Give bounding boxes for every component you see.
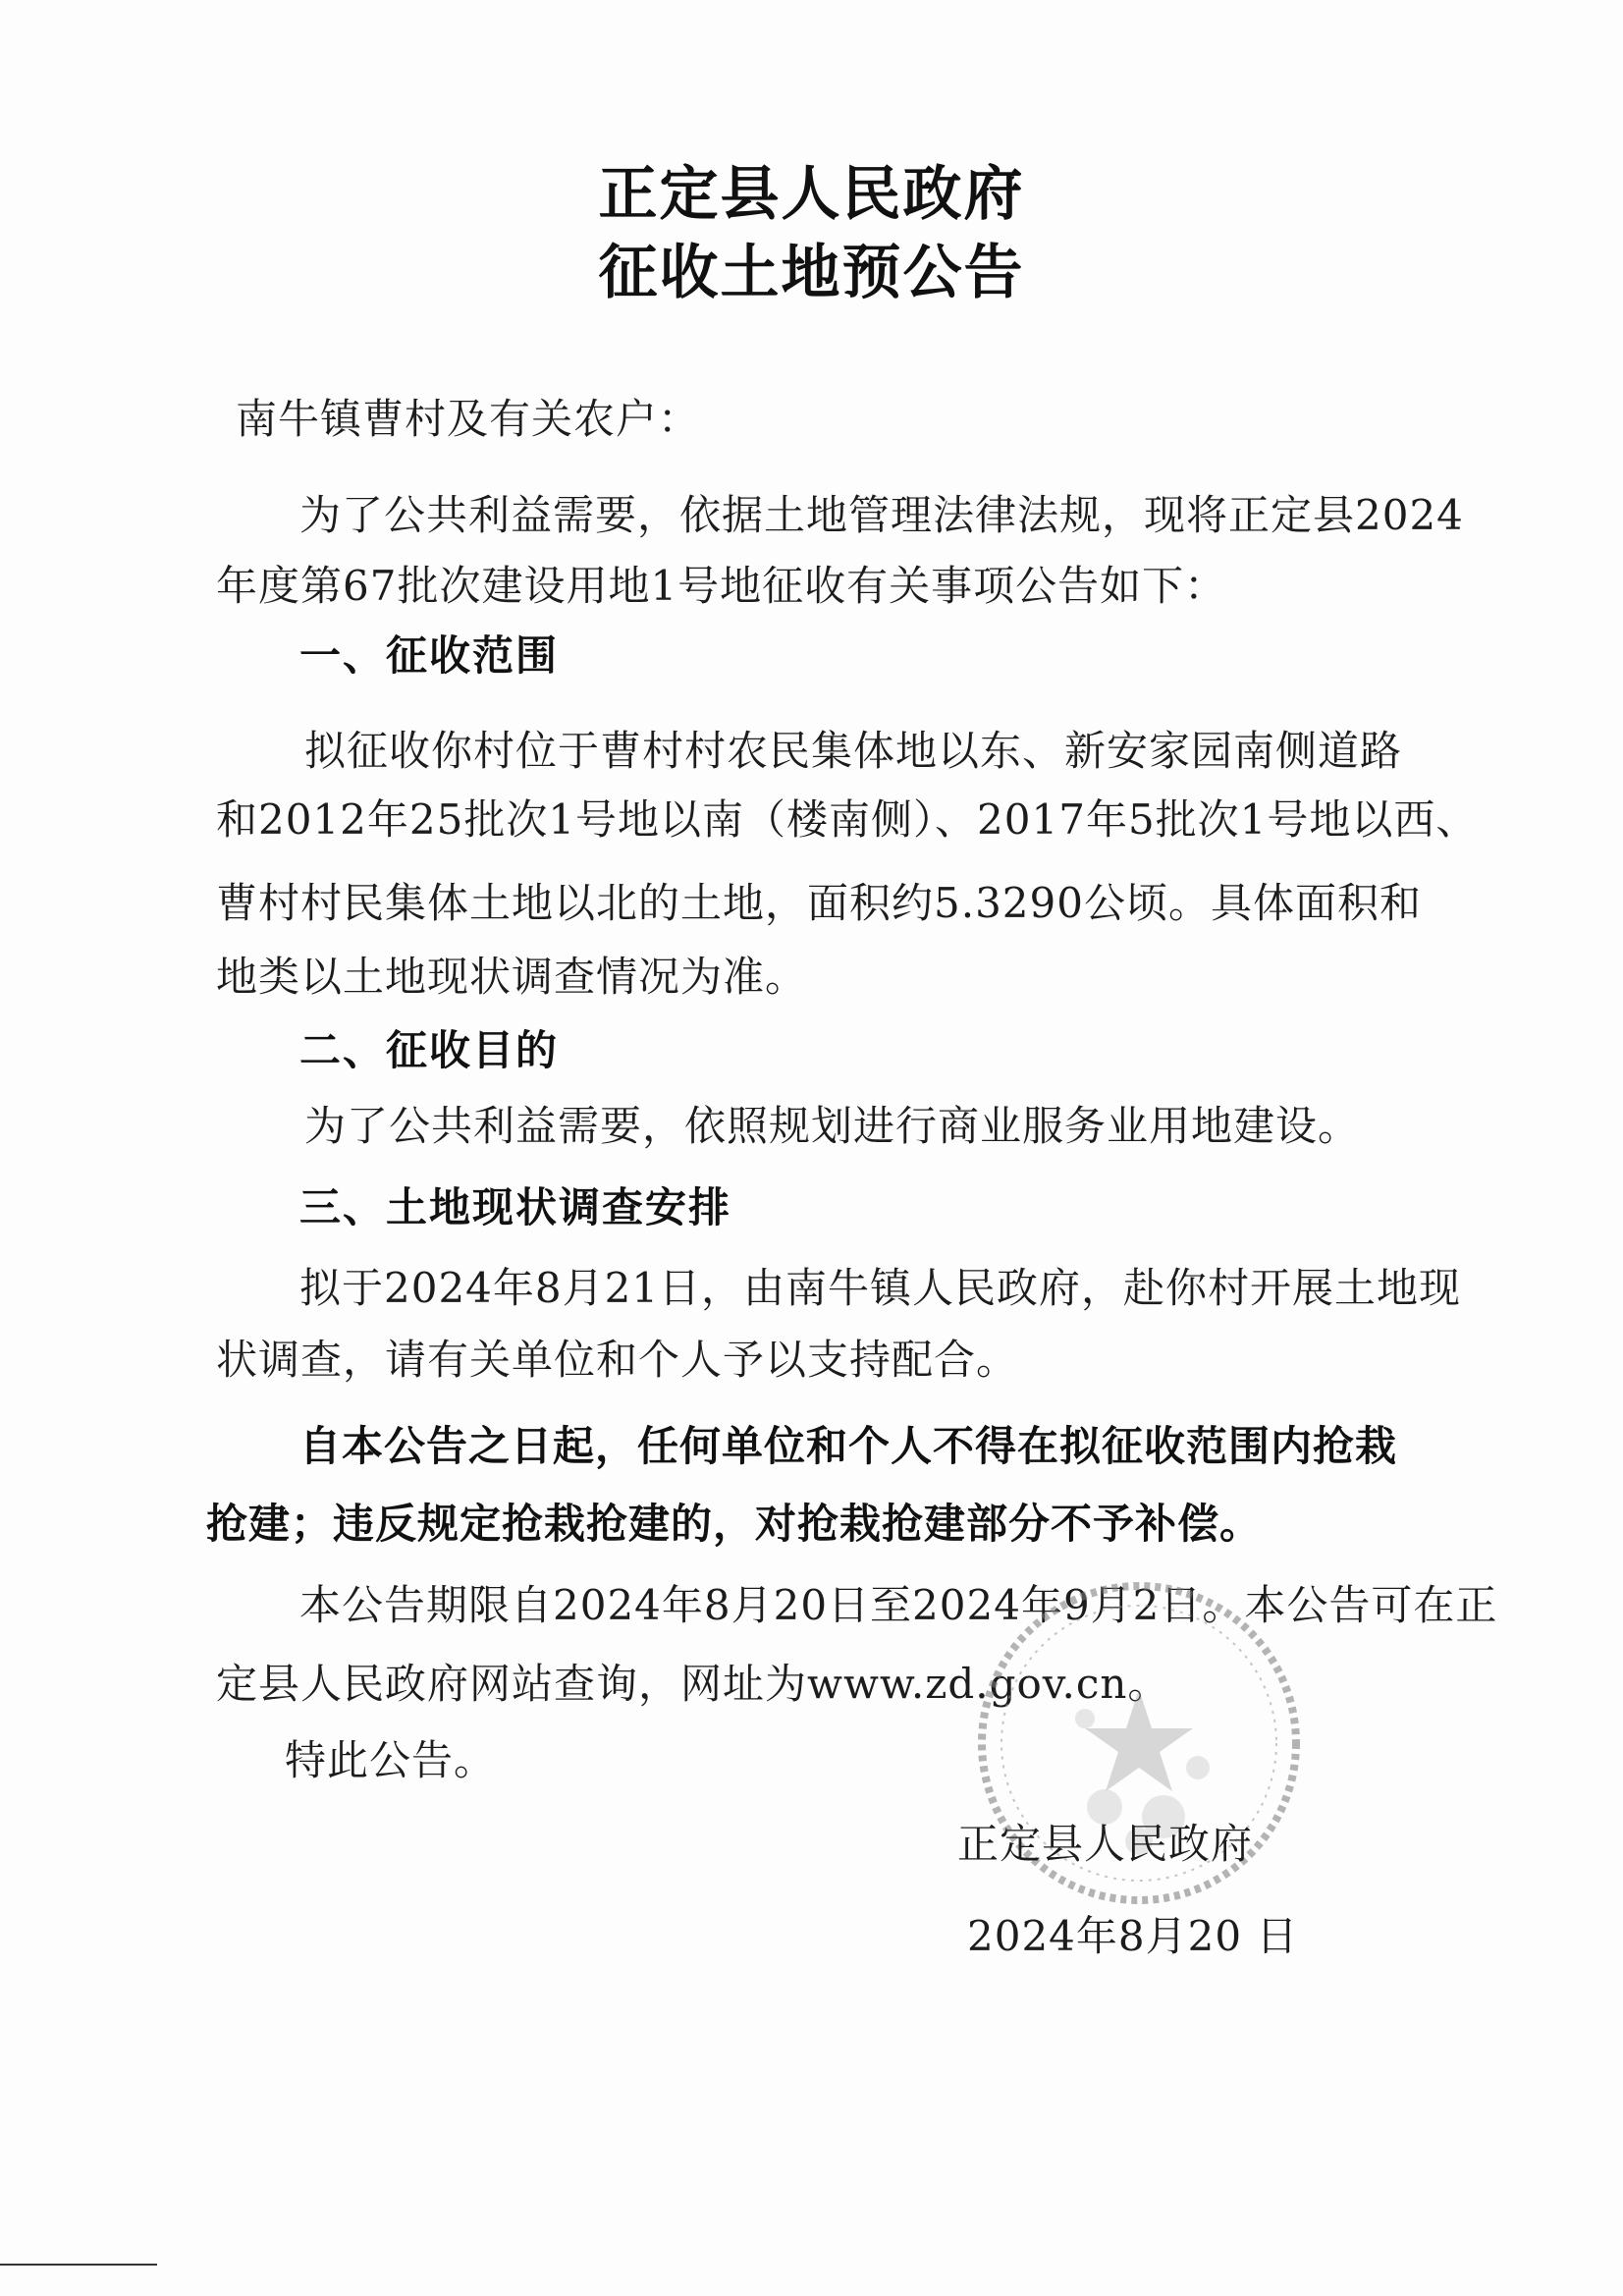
signature-date: 2024年8月20 日 bbox=[967, 1912, 1299, 1960]
section-2-line-1: 为了公共利益需要，依照规划进行商业服务业用地建设。 bbox=[304, 1102, 1361, 1150]
section-1-line-1: 拟征收你村位于曹村村农民集体地以东、新安家园南侧道路 bbox=[304, 727, 1403, 775]
section-1-line-3: 曹村村民集体土地以北的土地，面积约5.3290公顷。具体面积和 bbox=[216, 879, 1422, 927]
section-3-line-1: 拟于2024年8月21日，由南牛镇人民政府，赴你村开展土地现 bbox=[299, 1264, 1462, 1312]
section-1-line-4: 地类以土地现状调查情况为准。 bbox=[216, 953, 808, 1001]
warning-line-1: 自本公告之日起，任何单位和个人不得在拟征收范围内抢栽 bbox=[299, 1422, 1398, 1470]
section-1-heading: 一、征收范围 bbox=[299, 631, 560, 680]
period-line-1: 本公告期限自2024年8月20日至2024年9月2日。本公告可在正 bbox=[299, 1581, 1498, 1629]
period-line-2: 定县人民政府网站查询，网址为www.zd.gov.cn。 bbox=[216, 1660, 1170, 1708]
title-line-2: 征收土地预公告 bbox=[598, 239, 1025, 307]
section-1-line-2: 和2012年25批次1号地以南（楼南侧）、2017年5批次1号地以西、 bbox=[216, 795, 1479, 844]
intro-line-1: 为了公共利益需要，依据土地管理法律法规，现将正定县2024 bbox=[299, 491, 1464, 539]
addressee: 南牛镇曹村及有关农户： bbox=[236, 395, 701, 443]
section-3-line-2: 状调查，请有关单位和个人予以支持配合。 bbox=[216, 1336, 1019, 1384]
title-line-1: 正定县人民政府 bbox=[598, 160, 1025, 229]
closing-text: 特此公告。 bbox=[285, 1736, 497, 1784]
section-2-heading: 二、征收目的 bbox=[299, 1026, 560, 1074]
section-3-heading: 三、土地现状调查安排 bbox=[299, 1183, 732, 1231]
footer-divider bbox=[0, 2264, 157, 2266]
intro-line-2: 年度第67批次建设用地1号地征收有关事项公告如下： bbox=[216, 562, 1227, 610]
warning-line-2: 抢建；违反规定抢栽抢建的，对抢栽抢建部分不予补偿。 bbox=[206, 1500, 1263, 1548]
signature-issuer: 正定县人民政府 bbox=[957, 1820, 1254, 1868]
